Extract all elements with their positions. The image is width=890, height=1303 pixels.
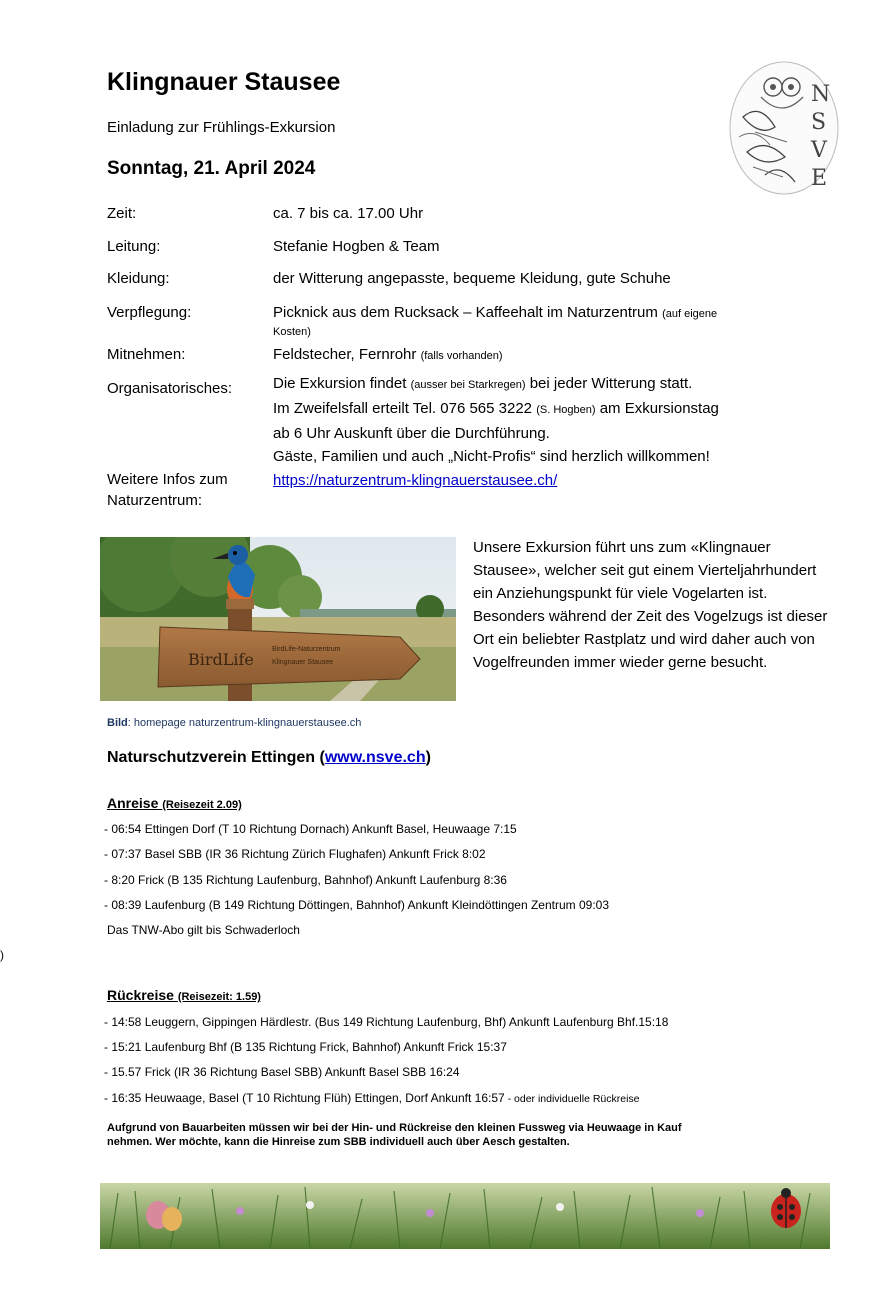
page-title: Klingnauer Stausee (107, 68, 341, 96)
photo-caption (107, 717, 361, 729)
org-line-4: Gäste, Familien und auch „Nicht-Profis“ sind herzlich willkommen! (273, 448, 710, 465)
caption-label: Bild (107, 717, 128, 729)
rueckreise-trip-1: - 14:58 Leuggern, Gippingen Härdlestr. (Bus 149 Richtung Laufenburg, Bhf) Ankunft Laufenburg Bhf.15:18 (104, 1015, 669, 1029)
verpflegung-note-2: Kosten) (273, 326, 311, 338)
rueckreise-duration: (Reisezeit: 1.59) (177, 991, 261, 1003)
verpflegung-note: (auf eigene (662, 308, 718, 320)
construction-note: Aufgrund von Bauarbeiten müssen wir bei der Hin- und Rückreise den kleinen Fussweg via Heuwaage in Kauf nehmen. Wer möchte, kann die Hinreise zum SBB individuell auch über Aesch gestalten. (107, 1122, 682, 1148)
org-line-2-end: am Exkursionstag (599, 400, 719, 417)
org-line-1-note: (ausser bei Starkregen) (410, 379, 526, 391)
anreise-heading (107, 795, 242, 811)
rueckreise-trip-4-note: - oder individuelle Rückreise (504, 1093, 640, 1105)
page-subtitle: Einladung zur Frühlings-Exkursion (107, 119, 336, 136)
anreise-trip-4: - 08:39 Laufenburg (B 149 Richtung Döttingen, Bahnhof) Ankunft Kleindöttingen Zentrum 09:03 (104, 898, 610, 912)
org-label: Organisatorisches: (107, 380, 233, 397)
anreise-trip-3: - 8:20 Frick (B 135 Richtung Laufenburg, Bahnhof) Ankunft Laufenburg 8:36 (104, 873, 507, 887)
nsve-link[interactable]: www.nsve.ch (324, 749, 426, 766)
infos-label-line-1: Weitere Infos zum (107, 471, 228, 488)
anreise-title: Anreise (107, 795, 159, 811)
stray-parenthesis: ) (0, 948, 4, 962)
org-line-1-text: Die Exkursion findet (273, 375, 407, 392)
sign-line-2: Klingnauer Stausee (272, 659, 334, 666)
org-line-2-note: (S. Hogben) (536, 404, 596, 416)
org-line-2 (273, 397, 813, 422)
org-line-2-text: Im Zweifelsfall erteilt Tel. 076 565 3222 (273, 400, 533, 417)
nsve-logo (725, 57, 843, 199)
abo-note: Das TNW-Abo gilt bis Schwaderloch (107, 923, 300, 937)
verpflegung-value (273, 302, 793, 348)
svg-text:S: S (811, 110, 827, 135)
leitung-label: Leitung: (107, 238, 161, 255)
rueckreise-title: Rückreise (107, 987, 174, 1003)
anreise-trip-1: - 06:54 Ettingen Dorf (T 10 Richtung Dornach) Ankunft Basel, Heuwaage 7:15 (104, 822, 517, 836)
anreise-duration: (Reisezeit 2.09) (162, 799, 242, 811)
naturzentrum-link[interactable]: https://naturzentrum-klingnauerstausee.ch/ (273, 472, 558, 489)
rueckreise-heading (107, 987, 261, 1003)
svg-text:E: E (811, 166, 828, 191)
rueckreise-trip-4 (104, 1090, 640, 1107)
anreise-trip-2: - 07:37 Basel SBB (IR 36 Richtung Zürich Flughafen) Ankunft Frick 8:02 (104, 847, 486, 861)
meadow-banner-image (100, 1183, 830, 1249)
rueckreise-trip-3: - 15.57 Frick (IR 36 Richtung Basel SBB) Ankunft Basel SBB 16:24 (104, 1065, 460, 1079)
mitnehmen-note: (falls vorhanden) (420, 350, 503, 362)
verpflegung-label: Verpflegung: (107, 304, 192, 321)
org-line-3: ab 6 Uhr Auskunft über die Durchführung. (273, 425, 550, 442)
rueckreise-trip-4-text: - 16:35 Heuwaage, Basel (T 10 Richtung Flüh) Ettingen, Dorf Ankunft 16:57 (104, 1091, 505, 1105)
zeit-label: Zeit: (107, 205, 137, 222)
kleidung-value: der Witterung angepasste, bequeme Kleidung, gute Schuhe (273, 270, 671, 287)
mitnehmen-text: Feldstecher, Fernrohr (273, 346, 417, 363)
club-close: ) (425, 749, 431, 766)
rueckreise-trip-2: - 15:21 Laufenburg Bhf (B 135 Richtung Frick, Bahnhof) Ankunft Frick 15:37 (104, 1040, 507, 1054)
infos-label-line-2: Naturzentrum: (107, 492, 203, 509)
org-line-1-end: bei jeder Witterung statt. (529, 375, 693, 392)
org-line-1 (273, 372, 813, 397)
sign-line-1: BirdLife-Naturzentrum (272, 646, 341, 653)
event-date: Sonntag, 21. April 2024 (107, 158, 316, 179)
svg-text:N: N (811, 82, 831, 107)
verpflegung-text: Picknick aus dem Rucksack – Kaffeehalt im Naturzentrum (273, 304, 658, 321)
caption-text: : homepage naturzentrum-klingnauerstausee.ch (127, 717, 362, 729)
intro-paragraph: Unsere Exkursion führt uns zum «Klingnauer Stausee», welcher seit gut einem Vierteljahrhundert ein Anziehungspunkt für viele Vogelarten ist. Besonders während der Zeit des Vogelzugs ist dieser Ort ein beliebter Rastplatz und wird daher auch von Vogelfreunden immer wieder gerne besucht. (473, 539, 828, 671)
org-value (273, 372, 813, 468)
leitung-value: Stefanie Hogben & Team (273, 238, 440, 255)
club-heading (107, 749, 431, 767)
sign-birdlife-text: BirdLife (188, 650, 254, 669)
svg-text:V: V (811, 138, 827, 163)
mitnehmen-label: Mitnehmen: (107, 346, 186, 363)
kingfisher-sign-photo (100, 537, 456, 701)
kleidung-label: Kleidung: (107, 270, 170, 287)
infos-label (107, 469, 228, 511)
club-name: Naturschutzverein Ettingen ( (107, 749, 325, 766)
mitnehmen-value (273, 344, 503, 367)
zeit-value: ca. 7 bis ca. 17.00 Uhr (273, 205, 424, 222)
